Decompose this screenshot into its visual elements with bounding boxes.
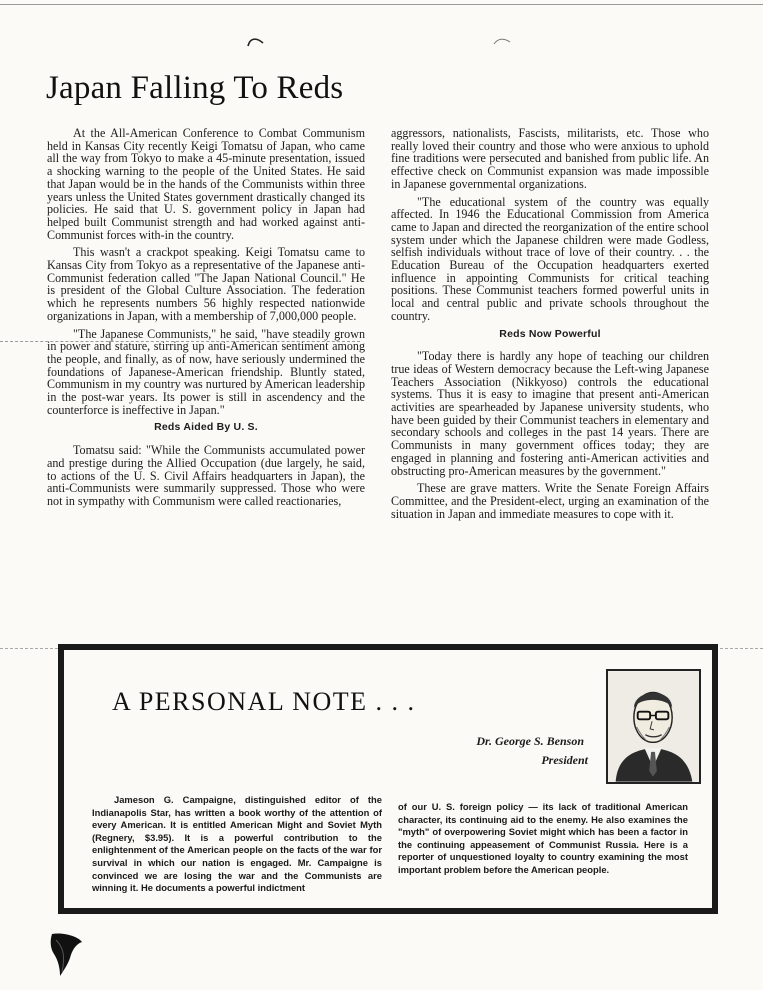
author-name: Dr. George S. Benson — [476, 734, 584, 748]
paragraph: Tomatsu said: "While the Communists accumulated power and prestige during the Allied Occupation (due largely, he said, to actions of the U. S. Civil Affairs headquarters in Japan), the anti-Communists were summarily suppressed. Those who were not in sympathy with Communism were called reactionaries, — [47, 443, 365, 508]
top-edge-rule — [0, 4, 763, 5]
portrait-drawing-icon — [608, 671, 699, 782]
author-title: President — [541, 753, 588, 767]
paragraph: At the All-American Conference to Combat Communism held in Kansas City recently Keigi Tomatsu of Japan, who came all the way from Tokyo to make a 45-minute presentation, issued a shocking warning to the people of the United States. He said that Japan would be in the hands of the Communists within three years unless the United States government drastically changed its policies. He said that U. S. government policy in Japan had helped built Communist strength and had worked against anti-Communist forces with-in the country. — [47, 126, 365, 242]
byline — [476, 732, 588, 770]
personal-note-title: A PERSONAL NOTE . . . — [112, 687, 416, 716]
faint-mark-icon — [492, 36, 512, 48]
paragraph: This wasn't a crackpot speaking. Keigi Tomatsu came to Kansas City from Tokyo as a representative of the Japanese anti-Communist federation called "The Japan National Council." He is president of the Global Culture Association. The federation which he represents numbers 56 highly respected nationwide organizations in Japan, with a membership of 7,000,000 people. — [47, 245, 365, 323]
paragraph: These are grave matters. Write the Senate Foreign Affairs Committee, and the President-elect, urging an examination of the situation in Japan and immediate measures to cope with it. — [391, 481, 709, 521]
handwritten-mark-icon — [246, 36, 266, 48]
leaf-ornament-icon — [48, 928, 86, 978]
paragraph: "The educational system of the country was equally affected. In 1946 the Educational Commission from America came to Japan and directed the reorganization of the entire school system under which the Japanese children were made Godless, selfish individuals without trace of love of their country. . . the Education Bureau of the Occupation headquarters exerted influence in appointing Communists for critical teaching positions. These Communist teachers formed powerful units in local and central public and private schools throughout the country. — [391, 194, 709, 323]
scan-fold-line — [0, 341, 360, 342]
article-column-left — [47, 127, 365, 508]
personal-note-text-left: Jameson G. Campaigne, distinguished editor of the Indianapolis Star, has written a book worthy of the attention of every American. It is entitled American Might and Soviet Myth (Regnery, $3.95). It is a powerful contribution to the enlightenment of the American people on the facts of the war for survival in which our nation is engaged. Mr. Campaigne is convinced we are losing the war and the Communists are winning it. He documents a powerful indictment — [92, 794, 382, 894]
paragraph: "The Japanese Communists," he said, "have steadily grown in power and stature, stirring up anti-American sentiment among the people, and finally, as of now, have seriously undermined the foundations of Japanese-American friendship. Bluntly stated, Communism in my country was nurtured by American leadership in the post-war years. Its power is still in ascendency and the counterforce is ineffective in Japan." — [47, 326, 365, 417]
personal-note-text-right: of our U. S. foreign policy — its lack of traditional American character, its continuing aid to the enemy. He also examines the "myth" of overpowering Soviet might which has been a factor in the continuing appeasement of Communist Russia. Here is a reporter of unquestioned loyalty to country examining the most important problem before the American people. — [398, 801, 688, 875]
subhead: Reds Aided By U. S. — [154, 421, 258, 434]
article-column-right — [391, 127, 709, 520]
author-portrait — [606, 669, 701, 784]
personal-note-box — [58, 644, 718, 914]
paragraph: aggressors, nationalists, Fascists, militarists, etc. Those who really loved their country and those who were anxious to uphold fine traditions were persecuted and banished from public life. An effective check on Communist expansion was made impossible in Japanese governmental organizations. — [391, 126, 709, 191]
paragraph: "Today there is hardly any hope of teaching our children true ideas of Western democracy because the Left-wing Japanese Teachers Association (Nikkyoso) controls the educational systems. Thus it is easy to imagine that present anti-American activities are spearheaded by Japanese university students, who have been guided by their Communist teachers in elementary and secondary schools and colleges in the past 14 years. There are Communists in many government offices today; they are engaged in planning and fostering anti-American activities and obstructing pro-American measures by the government." — [391, 349, 709, 478]
article-headline: Japan Falling To Reds — [46, 70, 344, 106]
subhead: Reds Now Powerful — [499, 327, 601, 340]
